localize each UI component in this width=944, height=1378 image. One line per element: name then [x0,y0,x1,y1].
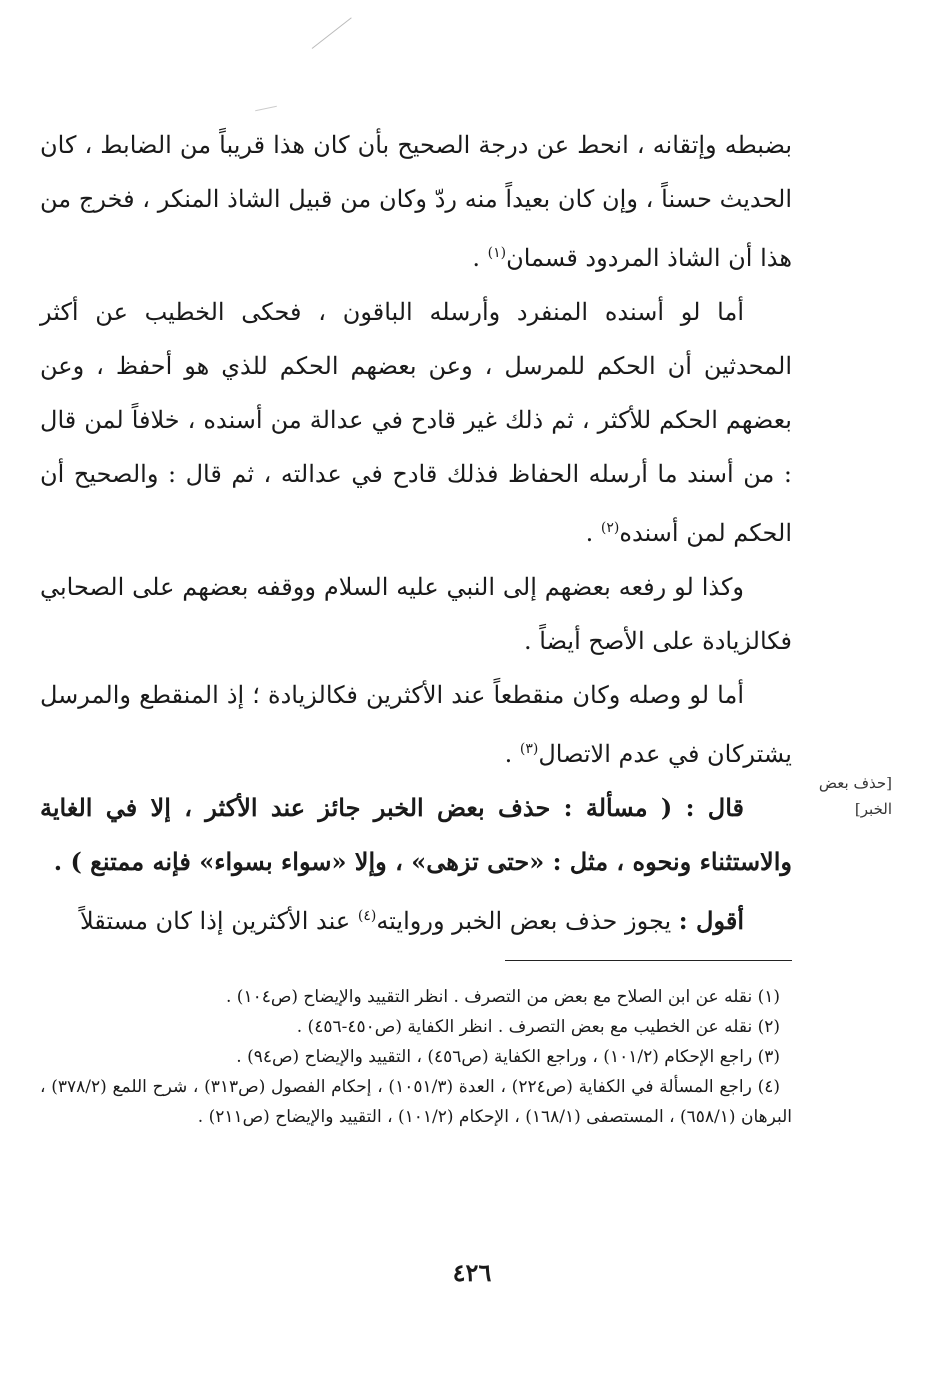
footnote-3: (٣) راجع الإحكام (١٠١/٢) ، وراجع الكفاية (ص٤٥٦) ، التقييد والإيضاح (ص٩٤) . [236,1047,780,1067]
paragraph-6: أقول : يجوز حذف بعض الخبر وروايته$^{(٤)}$ عند الأكثرين إذا كان مستقلاً [79,906,744,935]
footnotes [40,982,792,1132]
main-text [40,118,792,948]
footnote-ref-2: (٢) [600,520,620,536]
paragraph-4: أما لو وصله وكان منقطعاً عند الأكثرين فكالزيادة ؛ إذ المنقطع والمرسل يشتركان في عدم الاتصال$^{(٣)}$ . [40,681,792,768]
page-number: ٤٢٦ [452,1258,492,1287]
footnote-1: (١) نقله عن ابن الصلاح مع بعض من التصرف . انظر التقييد والإيضاح (ص١٠٤) . [225,987,780,1007]
paragraph-5-quote: قال : ( مسألة : حذف بعض الخبر جائز عند الأكثر ، إلا في الغاية والاستثناء ونحوه ، مثل : «حتى تزهى» ، وإلا «سواء بسواء» فإنه ممتنع ) . [40,793,792,876]
margin-heading: [حذف بعض الخبر] [818,774,892,818]
paragraph-1: بضبطه وإتقانه ، انحط عن درجة الصحيح بأن كان هذا قريباً من الضابط ، كان الحديث حسناً ، وإن كان بعيداً منه ردّ وكان من قبيل الشاذ المنكر ، فخرج من هذا أن الشاذ المردود قسمان$^{(١)}$ . [40,131,792,272]
scan-artifact-mark [312,17,352,49]
footnote-4: (٤) راجع المسألة في الكفاية (ص٢٢٤) ، العدة (١٠٥١/٣) ، إحكام الفصول (ص٣١٣) ، شرح اللمع (٣٧٨/٢) ، البرهان (٦٥٨/١) ، المستصفى (١٦٨/١) ، الإحكام (١٠١/٢) ، التقييد والإيضاح (ص٢١١) . [40,1077,792,1127]
paragraph-3: وكذا لو رفعه بعضهم إلى النبي عليه السلام ووقفه بعضهم على الصحابي فكالزيادة على الأصح أيضاً . [40,573,792,655]
footnote-divider [505,960,792,961]
paragraph-2: أما لو أسنده المنفرد وأرسله الباقون ، فحكى الخطيب عن أكثر المحدثين أن الحكم للمرسل ، وعن بعضهم الحكم للذي هو أحفظ ، وعن بعضهم الحكم للأكثر ، ثم ذلك غير قادح في عدالة من أسنده ، خلافاً لمن قال : من أسند ما أرسله الحفاظ فذلك قادح في عدالته ، ثم قال : والصحيح أن الحكم لمن أسنده$^{(٢)}$ . [40,298,792,547]
scan-artifact-mark [255,106,277,112]
footnote-ref-3: (٣) [519,741,539,757]
footnote-2: (٢) نقله عن الخطيب مع بعض التصرف . انظر الكفاية (ص٤٥٠-٤٥٦) . [296,1017,780,1037]
footnote-ref-1: (١) [487,245,507,261]
footnote-ref-4: (٤) [357,908,377,924]
